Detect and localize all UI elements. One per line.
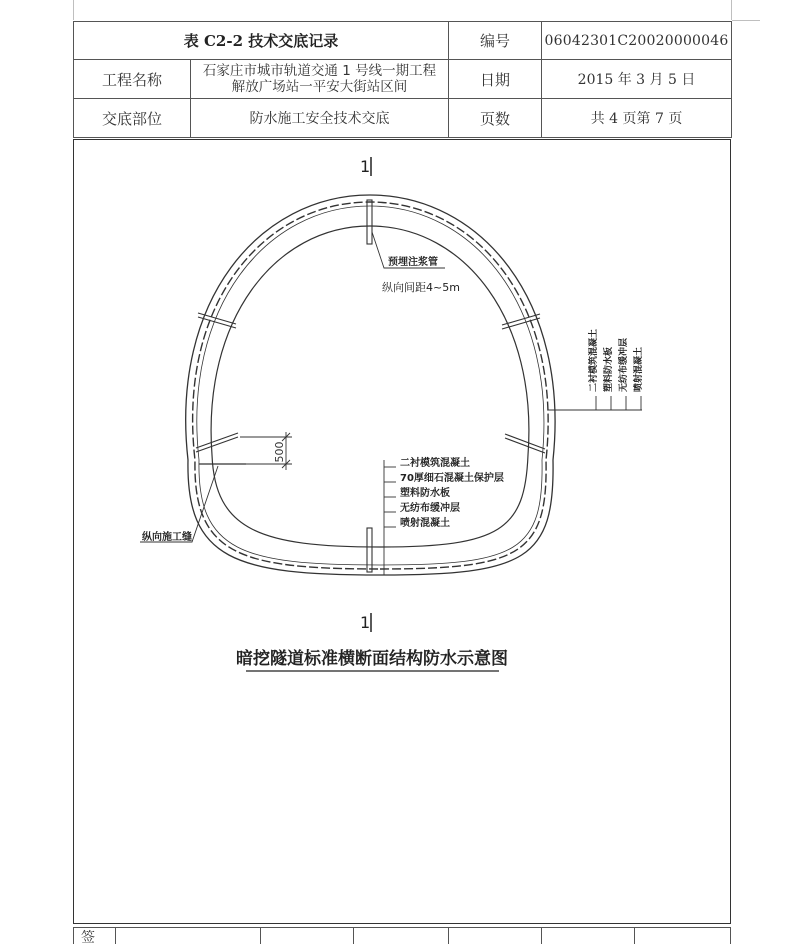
layer-label: 无纺布缓冲层 xyxy=(400,503,460,514)
buffer-layer xyxy=(197,206,544,565)
grout-pipe-label: 预埋注浆管 xyxy=(388,257,438,268)
grout-pipe-bottom xyxy=(367,528,372,572)
footer-cell xyxy=(353,928,354,944)
signature-row xyxy=(73,927,731,944)
outer-lining xyxy=(186,195,555,575)
grout-pipe-top xyxy=(367,200,372,244)
date-label: 日期 xyxy=(449,60,542,99)
footer-cell xyxy=(541,928,542,944)
part-label: 交底部位 xyxy=(74,99,191,138)
section-mark-bottom: 1 xyxy=(360,613,371,632)
sign-label: 签 xyxy=(81,930,95,946)
pages-value: 共 4 页第 7 页 xyxy=(542,99,732,138)
layer-label-vertical: 塑料防水板 xyxy=(604,346,614,392)
bottom-layer-labels xyxy=(400,456,504,529)
footer-cell xyxy=(730,928,731,944)
layer-label: 二衬模筑混凝土 xyxy=(400,458,470,469)
layer-label: 喷射混凝土 xyxy=(400,518,450,529)
drawing-caption: 暗挖隧道标准横断面结构防水示意图 xyxy=(236,649,508,669)
grout-pipe-left-lower xyxy=(196,433,238,448)
layer-label: 塑料防水板 xyxy=(400,488,450,499)
waterproof-layer xyxy=(193,202,549,569)
grout-pipe-left-lower-edge xyxy=(196,437,238,452)
record-title: 表 C2-2 技术交底记录 xyxy=(74,22,449,60)
footer-cell xyxy=(260,928,261,944)
footer-cell xyxy=(73,928,74,944)
project-line-2: 解放广场站一平安大街站区间 xyxy=(231,79,408,95)
inner-lining xyxy=(211,226,529,547)
footer-cell xyxy=(634,928,635,944)
number-value: 06042301C20020000046 xyxy=(542,22,732,60)
layer-label-vertical: 无纺布缓冲层 xyxy=(619,337,629,392)
section-mark-top: 1 xyxy=(360,157,371,176)
layer-label-vertical: 二衬模筑混凝土 xyxy=(589,328,599,392)
project-label: 工程名称 xyxy=(74,60,191,99)
right-layer-labels xyxy=(587,329,644,392)
grout-pipe-right-lower-edge xyxy=(505,438,545,453)
number-label: 编号 xyxy=(449,22,542,60)
layer-label-vertical: 喷射混凝土 xyxy=(634,346,644,392)
construction-joint-label: 纵向施工缝 xyxy=(142,532,192,543)
date-value: 2015 年 3 月 5 日 xyxy=(542,60,732,99)
pages-label: 页数 xyxy=(449,99,542,138)
grout-spacing-label: 纵向间距4~5m xyxy=(382,281,460,294)
dimension-500-text: 500 xyxy=(273,441,286,463)
bottom-layer-leaders xyxy=(384,460,396,575)
joint-leader xyxy=(140,466,218,542)
layer-label: 70厚细石混凝土保护层 xyxy=(400,473,504,484)
footer-cell xyxy=(115,928,116,944)
grout-pipes xyxy=(196,200,545,572)
part-value: 防水施工安全技术交底 xyxy=(191,99,449,138)
project-line-1: 石家庄市城市轨道交通 1 号线一期工程 xyxy=(202,63,437,79)
right-layer-leaders xyxy=(548,396,642,410)
grout-pipe-right-lower xyxy=(505,434,545,449)
footer-cell xyxy=(448,928,449,944)
